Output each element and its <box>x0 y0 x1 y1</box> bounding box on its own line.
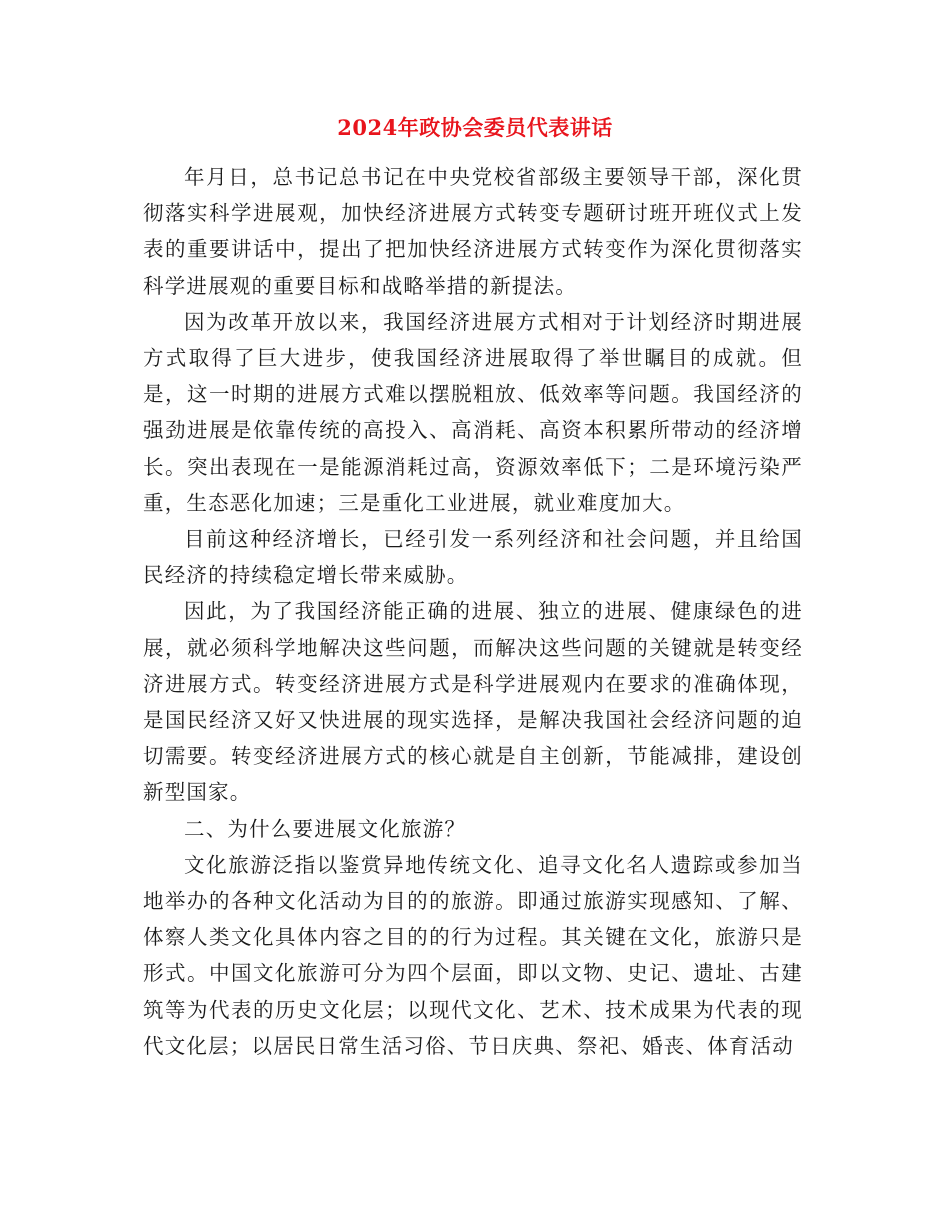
paragraph: 文化旅游泛指以鉴赏异地传统文化、追寻文化名人遗踪或参加当地举办的各种文化活动为目的的旅游。即通过旅游实现感知、了解、体察人类文化具体内容之目的的行为过程。其关键在文化，旅游只是形式。中国文化旅游可分为四个层面，即以文物、史记、遗址、古建筑等为代表的历史文化层；以现代文化、艺术、技术成果为代表的现代文化层；以居民日常生活习俗、节日庆典、祭祀、婚丧、体育活动 <box>143 852 803 1058</box>
page-title: 2024年政协会委员代表讲话 <box>337 115 613 140</box>
section-heading: 二、为什么要进展文化旅游？ <box>184 816 467 841</box>
paragraph: 年月日，总书记总书记在中央党校省部级主要领导干部，深化贯彻落实科学进展观，加快经济进展方式转变专题研讨班开班仪式上发表的重要讲话中，提出了把加快经济进展方式转变作为深化贯彻落实科学进展观的重要目标和战略举措的新提法。 <box>143 165 803 298</box>
paragraph: 因为改革开放以来，我国经济进展方式相对于计划经济时期进展方式取得了巨大进步，使我国经济进展取得了举世瞩目的成就。但是，这一时期的进展方式难以摆脱粗放、低效率等问题。我国经济的强劲进展是依靠传统的高投入、高消耗、高资本积累所带动的经济增长。突出表现在一是能源消耗过高，资源效率低下；二是环境污染严重，生态恶化加速；三是重化工业进展，就业难度加大。 <box>143 309 803 515</box>
paragraph: 目前这种经济增长，已经引发一系列经济和社会问题，并且给国民经济的持续稳定增长带来威胁。 <box>143 527 803 588</box>
document-body <box>143 159 803 1064</box>
paragraph: 因此，为了我国经济能正确的进展、独立的进展、健康绿色的进展，就必须科学地解决这些问题，而解决这些问题的关键就是转变经济进展方式。转变经济进展方式是科学进展观内在要求的准确体现，是国民经济又好又快进展的现实选择，是解决我国社会经济问题的迫切需要。转变经济进展方式的核心就是自主创新，节能减排，建设创新型国家。 <box>143 599 803 805</box>
